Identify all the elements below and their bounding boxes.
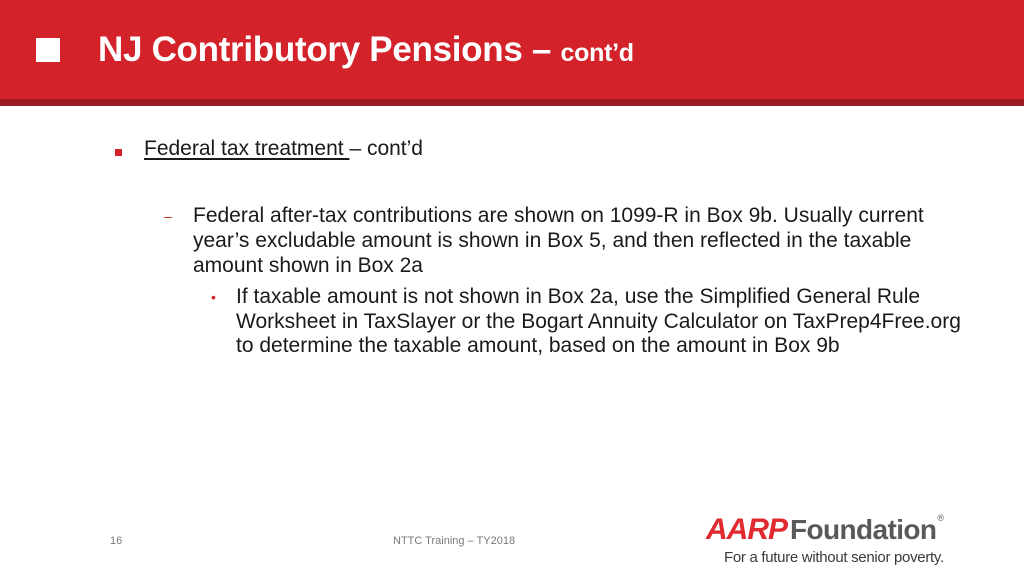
slide-title xyxy=(98,28,634,75)
slide-title-suffix: cont’d xyxy=(560,39,634,67)
logo-tagline: For a future without senior poverty. xyxy=(724,549,944,566)
square-bullet-icon xyxy=(115,149,122,156)
aarp-foundation-logo xyxy=(706,513,976,569)
bullet-level-1-rest: – cont’d xyxy=(349,137,423,160)
slide-title-main: NJ Contributory Pensions – xyxy=(98,30,561,69)
bullet-level-1 xyxy=(144,135,423,163)
page-number: 16 xyxy=(110,535,123,547)
bullet-level-3: If taxable amount is not shown in Box 2a, use the Simplified General Rule Worksheet in TaxSlayer or the Bogart Annuity Calculator on TaxPrep4Free.org to determine the taxable amount, based on the amount in Box 9b xyxy=(236,285,961,357)
dash-bullet-icon: – xyxy=(164,208,172,224)
bullet-level-1-underlined: Federal tax treatment xyxy=(144,137,350,160)
header-divider xyxy=(0,99,1024,106)
logo-aarp-text: AARP xyxy=(706,513,788,546)
logo-wordmark xyxy=(706,513,944,547)
bullet-level-2: Federal after-tax contributions are shown on 1099-R in Box 9b. Usually current year’s excludable amount is shown in Box 5, and then reflected in the taxable amount shown in Box 2a xyxy=(193,204,924,277)
footer-caption: NTTC Training – TY2018 xyxy=(393,535,516,547)
logo-foundation-text: Foundation xyxy=(790,514,937,545)
title-square-icon xyxy=(36,38,60,62)
registered-mark: ® xyxy=(937,513,945,523)
dot-bullet-icon: • xyxy=(211,289,216,305)
slide-header xyxy=(0,0,1024,99)
